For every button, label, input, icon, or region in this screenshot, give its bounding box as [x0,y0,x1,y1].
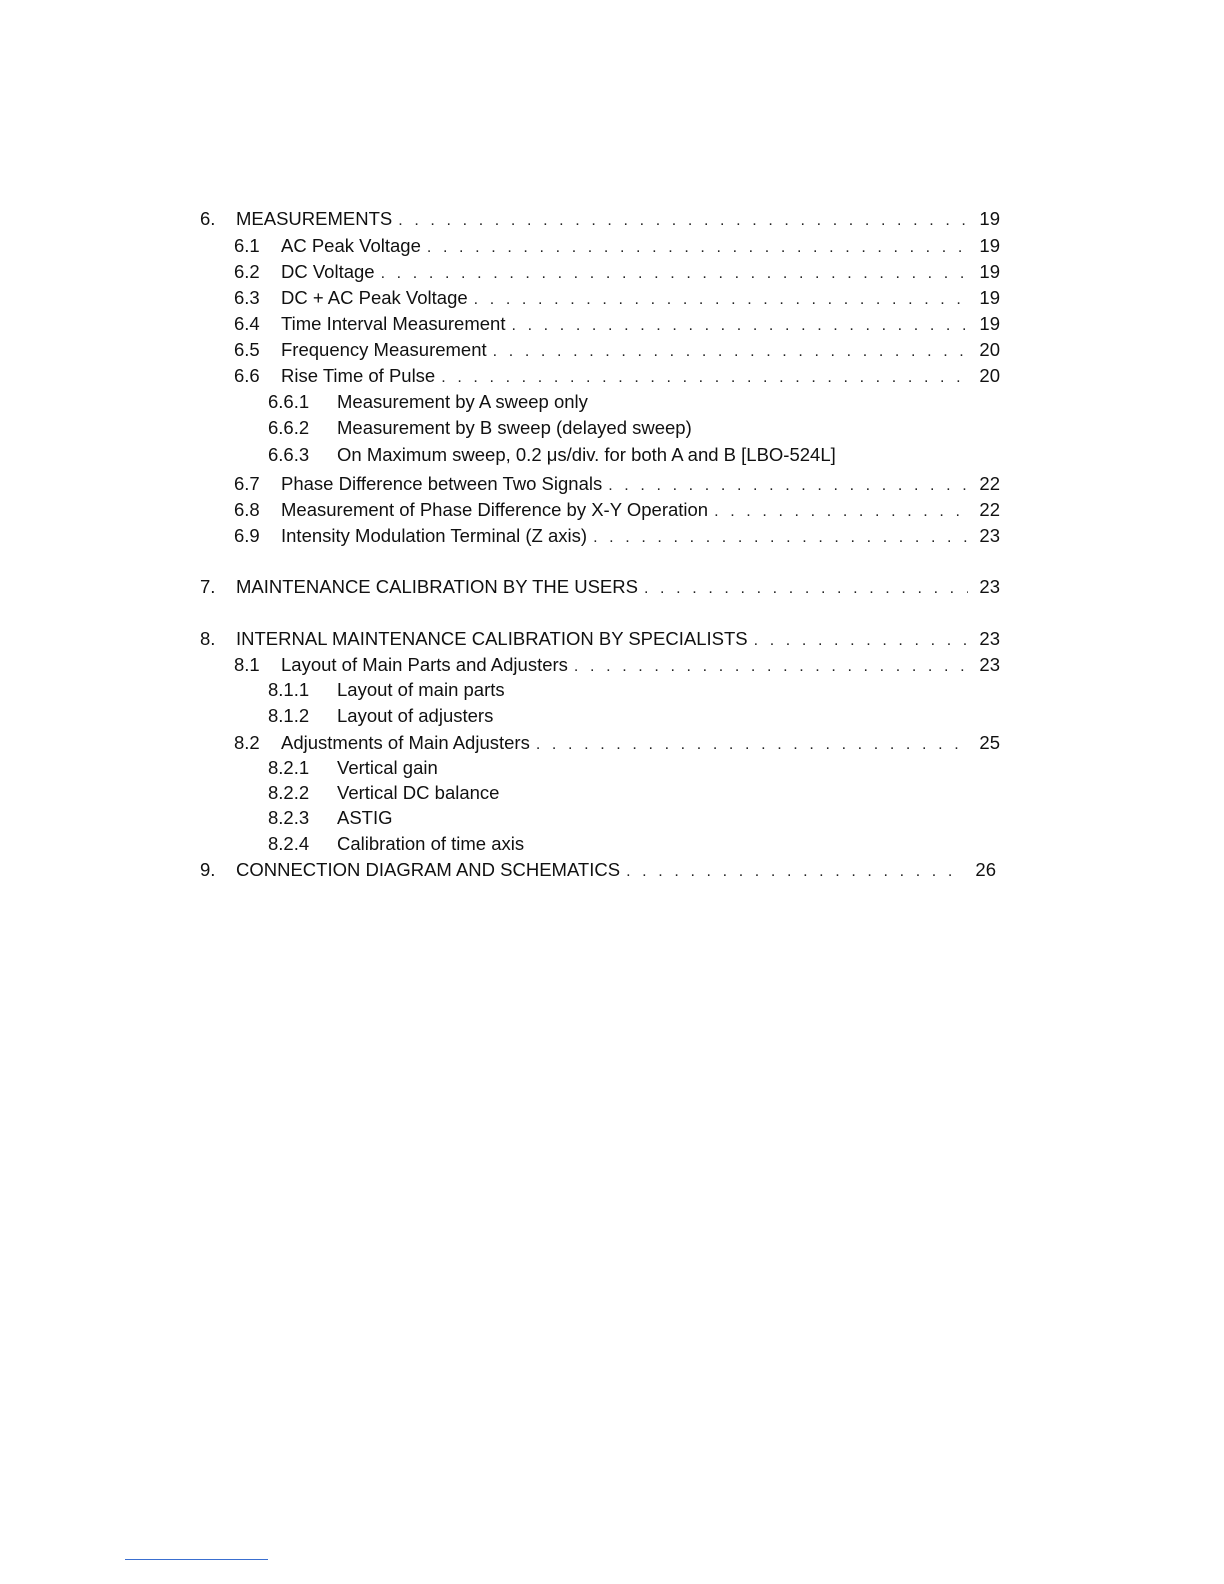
toc-page-number: 19 [979,235,1000,256]
toc-title: Intensity Modulation Terminal (Z axis) [281,525,588,546]
toc-entry[interactable] [268,705,493,727]
dot-leader [381,263,968,285]
toc-title: Vertical gain [337,757,438,778]
toc-number: 6.6.3 [268,444,310,465]
toc-entry[interactable] [234,235,1000,259]
toc-number: 6.1 [234,235,260,256]
toc-page-number: 23 [979,576,1000,597]
toc-title: AC Peak Voltage [281,235,421,256]
dot-leader [493,341,968,363]
dot-leader [626,861,964,883]
dot-leader [754,630,968,652]
toc-number: 8.2 [234,732,260,753]
toc-page-number: 22 [979,473,1000,494]
toc-title: DC + AC Peak Voltage [281,287,468,308]
toc-number: 6.6.1 [268,391,310,412]
toc-title: Measurement of Phase Difference by X-Y Operation [281,499,709,520]
toc-page-number: 23 [979,628,1000,649]
toc-title: Rise Time of Pulse [281,365,436,386]
dot-leader [511,315,968,337]
toc-entry[interactable] [268,679,505,701]
toc-page-number: 26 [975,859,996,880]
toc-page-number: 19 [979,287,1000,308]
toc-number: 6.9 [234,525,260,546]
dot-leader [714,501,968,523]
toc-title: MAINTENANCE CALIBRATION BY THE USERS [236,576,638,597]
toc-title: Calibration of time axis [337,833,525,854]
dot-leader [536,734,968,756]
toc-number: 6.6.2 [268,417,310,438]
toc-entry[interactable] [234,313,1000,337]
toc-number: 6.7 [234,473,260,494]
toc-entry[interactable] [200,628,1000,652]
toc-number: 8. [200,628,216,649]
toc-entry[interactable] [268,833,524,855]
toc-page-number: 25 [979,732,1000,753]
toc-number: 8.2.4 [268,833,310,854]
toc-page-number: 20 [979,339,1000,360]
toc-number: 8.1 [234,654,260,675]
dot-leader [593,527,968,549]
toc-title: Measurement by B sweep (delayed sweep) [337,417,692,438]
toc-entry[interactable] [234,261,1000,285]
toc-title: Layout of main parts [337,679,505,700]
toc-number: 8.2.2 [268,782,310,803]
toc-entry[interactable] [268,807,393,829]
toc-title: On Maximum sweep, 0.2 μs/div. for both A and B [LBO-524L] [337,444,836,465]
toc-title: Measurement by A sweep only [337,391,588,412]
toc-number: 9. [200,859,216,880]
toc-page-number: 19 [979,261,1000,282]
toc-number: 6.2 [234,261,260,282]
scan-underline-mark [125,1559,268,1560]
toc-title: Vertical DC balance [337,782,500,803]
toc-entry[interactable] [234,499,1000,523]
dot-leader [644,578,968,600]
toc-title: ASTIG [337,807,393,828]
toc-entry[interactable] [268,782,499,804]
toc-page-number: 19 [979,313,1000,334]
toc-title: Layout of adjusters [337,705,494,726]
toc-number: 6.4 [234,313,260,334]
toc-number: 6. [200,208,216,229]
toc-page-number: 23 [979,654,1000,675]
toc-entry[interactable] [268,417,692,439]
toc-number: 6.5 [234,339,260,360]
toc-title: Time Interval Measurement [281,313,506,334]
toc-entry[interactable] [268,444,836,466]
toc-number: 8.1.1 [268,679,310,700]
toc-entry[interactable] [268,391,588,413]
toc-page-number: 20 [979,365,1000,386]
toc-number: 8.2.3 [268,807,310,828]
toc-title: MEASUREMENTS [236,208,393,229]
toc-entry[interactable] [234,287,1000,311]
toc-entry[interactable] [200,859,996,883]
dot-leader [427,237,968,259]
toc-entry[interactable] [200,208,1000,232]
toc-title: CONNECTION DIAGRAM AND SCHEMATICS [236,859,621,880]
dot-leader [608,475,968,497]
toc-entry[interactable] [234,654,1000,678]
toc-entry[interactable] [234,732,1000,756]
toc-number: 7. [200,576,216,597]
toc-entry[interactable] [268,757,438,779]
toc-title: DC Voltage [281,261,375,282]
toc-title: Frequency Measurement [281,339,487,360]
toc-number: 6.3 [234,287,260,308]
toc-number: 6.6 [234,365,260,386]
toc-number: 8.1.2 [268,705,310,726]
toc-entry[interactable] [234,473,1000,497]
toc-title: INTERNAL MAINTENANCE CALIBRATION BY SPECIALISTS [236,628,748,649]
toc-title: Layout of Main Parts and Adjusters [281,654,568,675]
toc-title: Phase Difference between Two Signals [281,473,603,494]
toc-page-number: 19 [979,208,1000,229]
toc-entry[interactable] [200,576,1000,600]
toc-page-number: 22 [979,499,1000,520]
toc-entry[interactable] [234,339,1000,363]
toc-title: Adjustments of Main Adjusters [281,732,530,753]
toc-number: 8.2.1 [268,757,310,778]
toc-page-number: 23 [979,525,1000,546]
dot-leader [574,656,968,678]
toc-entry[interactable] [234,525,1000,549]
dot-leader [441,367,968,389]
dot-leader [474,289,968,311]
dot-leader [398,210,968,232]
toc-entry[interactable] [234,365,1000,389]
toc-number: 6.8 [234,499,260,520]
